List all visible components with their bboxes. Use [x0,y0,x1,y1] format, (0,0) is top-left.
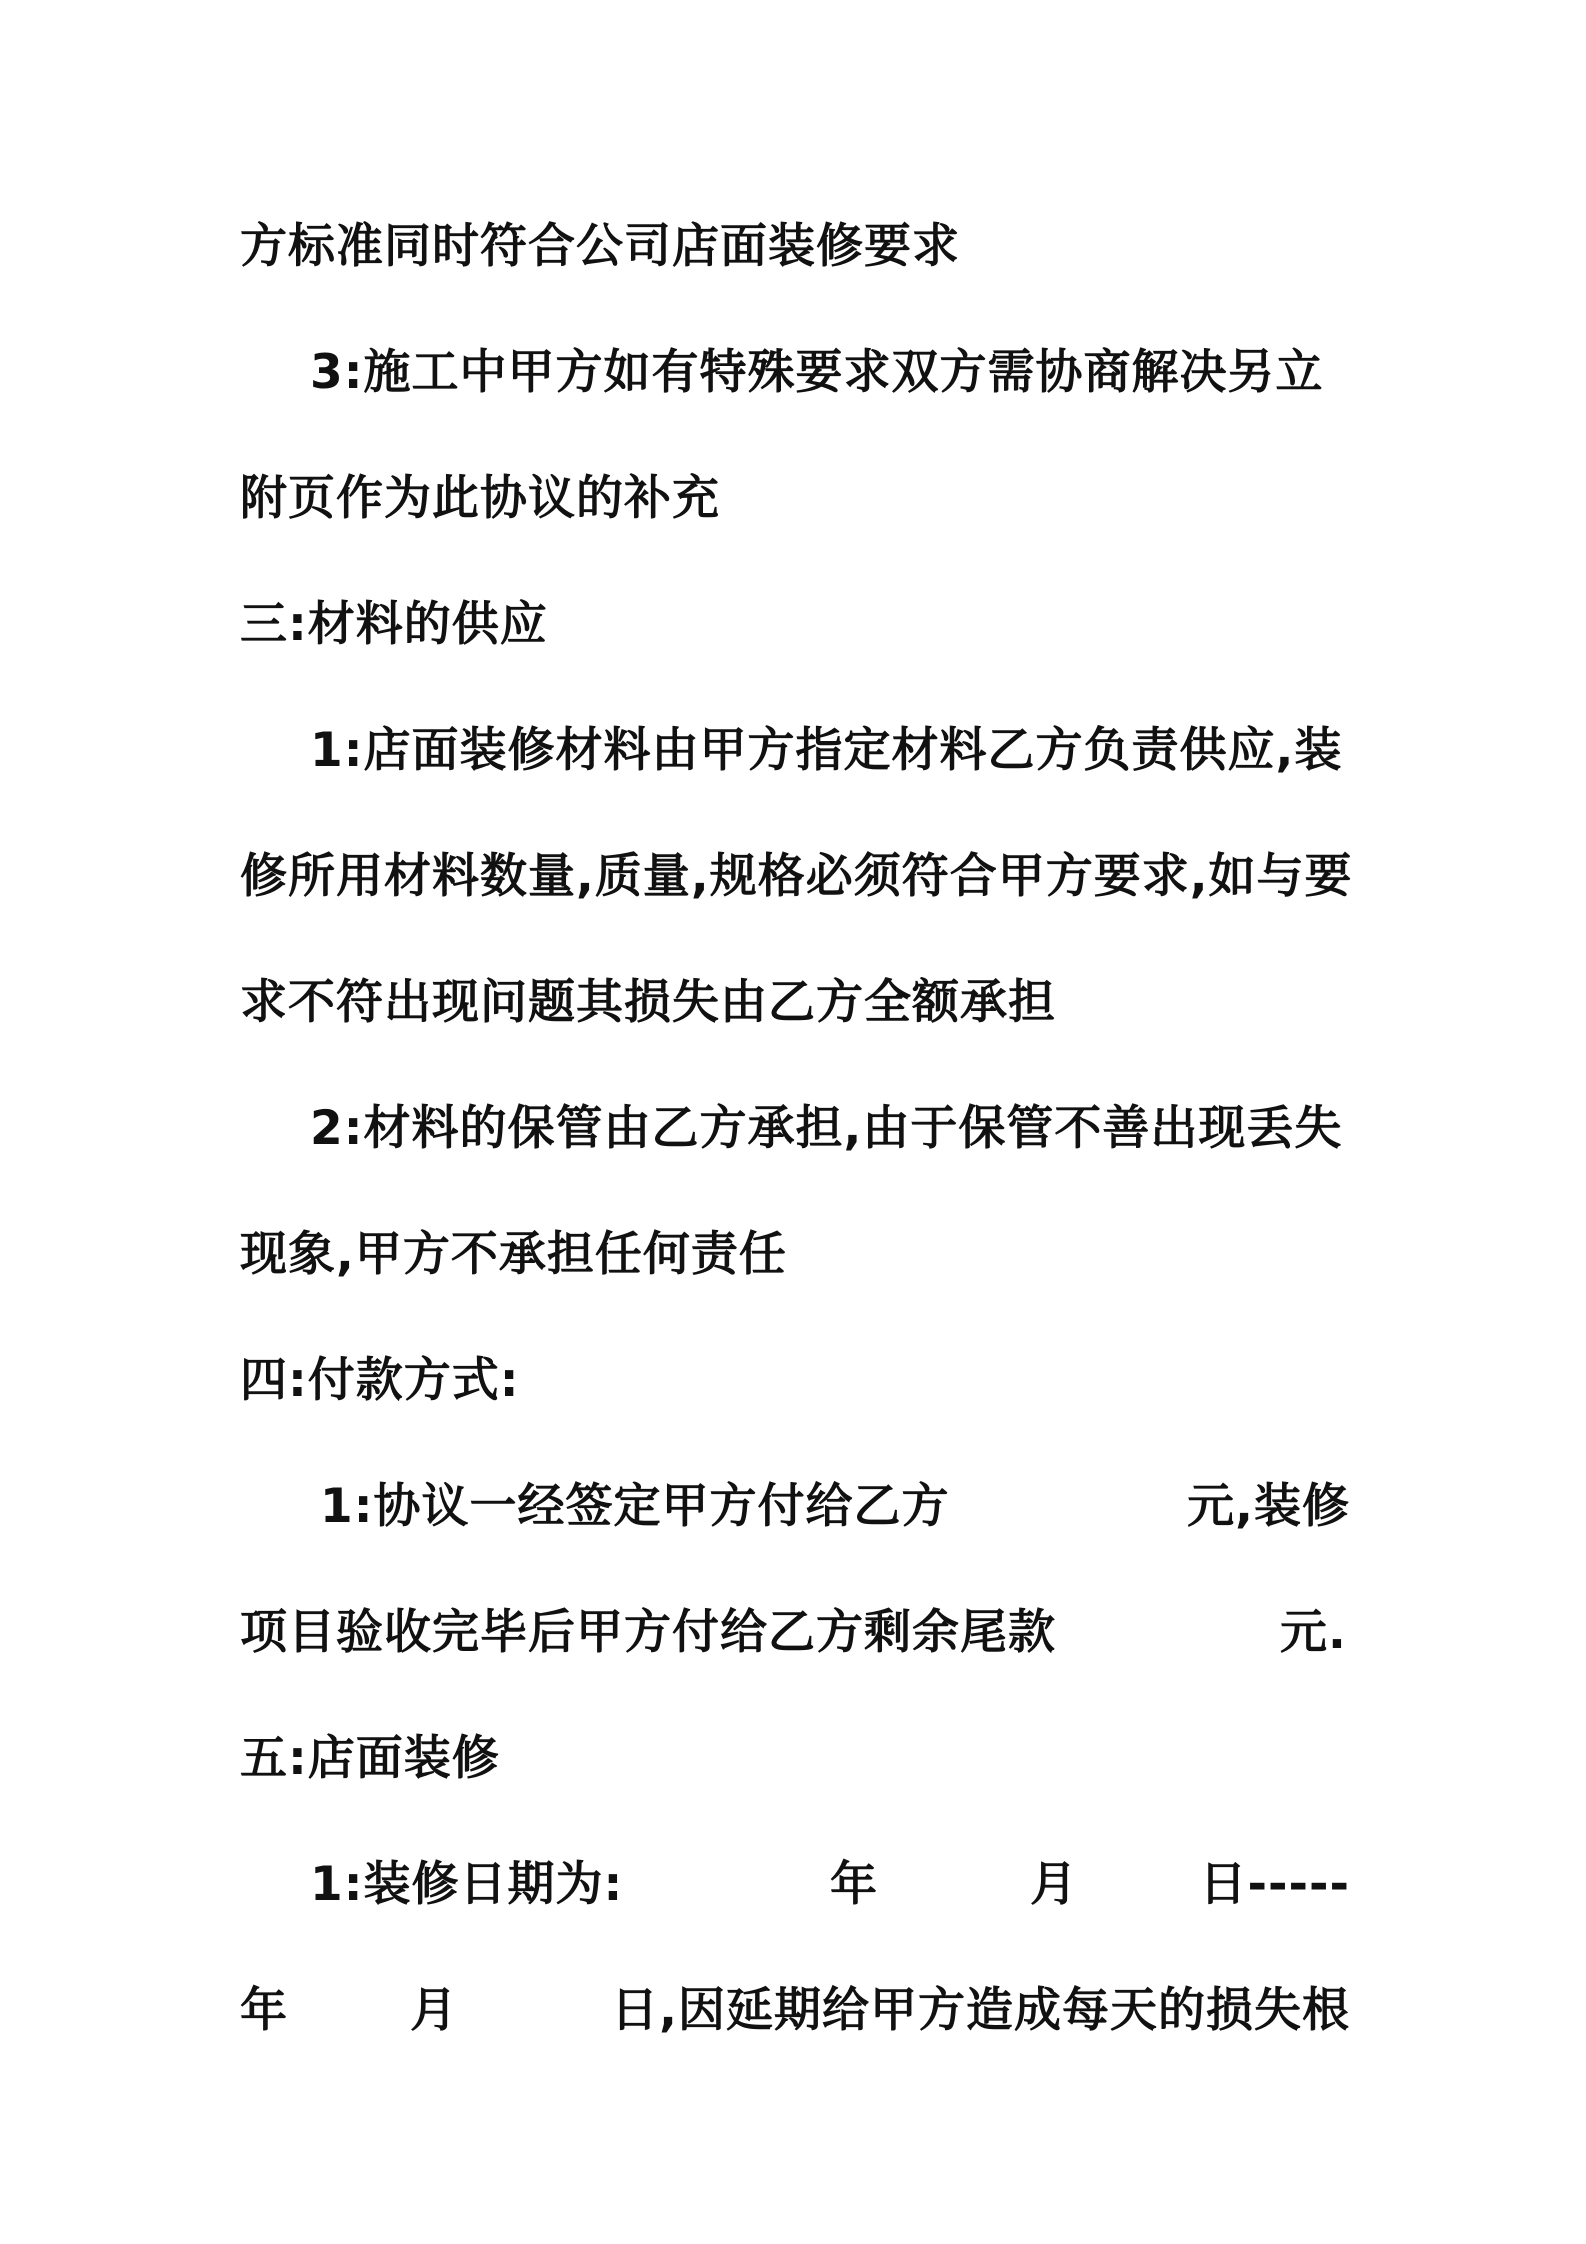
clause-3-line: 3:施工中甲方如有特殊要求双方需协商解决另立 [310,345,1324,400]
payment-line-1 [320,1472,1350,1542]
text-line: 修所用材料数量,质量,规格必须符合甲方要求,如与要 [240,849,1353,904]
date-day-1: 日----- [1199,1857,1350,1912]
date-line-1 [310,1850,1350,1920]
section-heading-four: 四:付款方式: [240,1353,520,1408]
section-heading-three: 三:材料的供应 [240,597,548,652]
payment-line-2-amount-unit: 元. [1280,1605,1347,1660]
date-label: 1:装修日期为: [310,1857,624,1912]
date-year-2: 年 [240,1983,288,2038]
clause-2-line: 2:材料的保管由乙方承担,由于保管不善出现丢失 [310,1101,1343,1156]
text-line: 现象,甲方不承担任何责任 [240,1227,787,1282]
date-month-2: 月 [410,1983,458,2038]
payment-line-1-amount-unit: 元,装修 [1187,1479,1350,1534]
payment-line-2-text: 项目验收完毕后甲方付给乙方剩余尾款 [240,1605,1056,1660]
section-heading-five: 五:店面装修 [240,1731,500,1786]
date-day-2-clause: 日,因延期给甲方造成每天的损失根 [611,1983,1350,2038]
clause-1-line: 1:店面装修材料由甲方指定材料乙方负责供应,装 [310,723,1343,778]
text-line: 方标准同时符合公司店面装修要求 [240,219,960,274]
payment-line-2 [240,1598,1350,1668]
date-month-1: 月 [1030,1857,1078,1912]
text-line: 附页作为此协议的补充 [240,471,720,526]
date-line-2 [240,1976,1350,2046]
date-year-1: 年 [830,1857,878,1912]
payment-line-1-text: 1:协议一经签定甲方付给乙方 [320,1479,950,1534]
text-line: 求不符出现问题其损失由乙方全额承担 [240,975,1056,1030]
